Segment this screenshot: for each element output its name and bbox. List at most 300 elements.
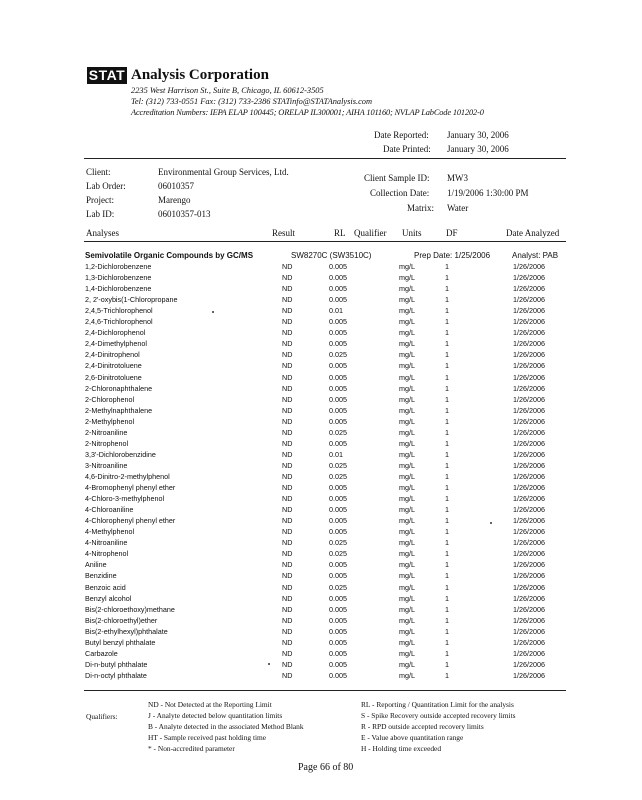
units-cell: mg/L [399, 549, 415, 559]
analyte-name: 4-Chloro-3-methylphenol [85, 494, 165, 504]
matrix-value: Water [447, 203, 469, 213]
result-cell: ND [282, 472, 293, 481]
units-cell: mg/L [399, 582, 415, 592]
result-cell: ND [282, 582, 293, 592]
rl-cell: 0.005 [329, 262, 347, 271]
analyte-name: 2-Chloronaphthalene [85, 383, 153, 393]
rl-cell: 0.005 [329, 527, 347, 537]
rl-cell: 0.005 [329, 394, 347, 404]
date-reported-label: Date Reported: [374, 130, 429, 140]
table-row [0, 494, 642, 505]
col-result: Result [272, 228, 296, 238]
table-row [0, 483, 642, 494]
date-reported-value: January 30, 2006 [447, 130, 509, 140]
date-analyzed-cell: 1/26/2006 [513, 449, 545, 459]
qualifier-j: J - Analyte detected below quantitation limits [148, 711, 283, 720]
df-cell: 1 [445, 427, 449, 437]
stat-logo: STAT [88, 67, 126, 83]
df-cell: 1 [445, 626, 449, 636]
client-sample-value: MW3 [447, 173, 468, 183]
table-row [0, 317, 642, 328]
analyte-name: Carbazole [85, 648, 118, 658]
lab-contact: Tel: (312) 733-0551 Fax: (312) 733-2386 STATinfo@STATAnalysis.com [131, 97, 373, 106]
table-row [0, 406, 642, 417]
df-cell: 1 [445, 372, 449, 382]
table-row [0, 417, 642, 428]
table-row [0, 538, 642, 549]
rl-cell: 0.025 [329, 350, 347, 360]
result-cell: ND [282, 394, 293, 404]
date-analyzed-cell: 1/26/2006 [513, 339, 545, 349]
qualifier-rl: RL - Reporting / Quantitation Limit for the analysis [361, 700, 514, 709]
table-row [0, 306, 642, 317]
units-cell: mg/L [399, 593, 415, 603]
analyte-name: 3-Nitroaniline [85, 460, 128, 470]
units-cell: mg/L [399, 350, 415, 360]
units-cell: mg/L [399, 527, 415, 537]
rl-cell: 0.005 [329, 361, 347, 371]
units-cell: mg/L [399, 383, 415, 393]
analyte-name: 2-Chlorophenol [85, 394, 135, 404]
df-cell: 1 [445, 472, 449, 481]
rl-cell: 0.005 [329, 483, 347, 492]
rl-cell: 0.005 [329, 560, 347, 570]
result-cell: ND [282, 637, 293, 647]
date-analyzed-cell: 1/26/2006 [513, 394, 545, 404]
result-cell: ND [282, 483, 293, 492]
df-cell: 1 [445, 538, 449, 548]
date-analyzed-cell: 1/26/2006 [513, 582, 545, 592]
table-row [0, 428, 642, 439]
date-analyzed-cell: 1/26/2006 [513, 350, 545, 360]
analyte-name: Bis(2-chloroethyl)ether [85, 615, 158, 625]
units-cell: mg/L [399, 538, 415, 548]
result-cell: ND [282, 284, 293, 294]
date-analyzed-cell: 1/26/2006 [513, 648, 545, 658]
df-cell: 1 [445, 670, 449, 680]
date-analyzed-cell: 1/26/2006 [513, 284, 545, 294]
rl-cell: 0.025 [329, 460, 347, 470]
rl-cell: 0.005 [329, 494, 347, 504]
analyte-name: 2-Nitroaniline [85, 427, 128, 437]
table-row [0, 295, 642, 306]
analyte-name: 4-Bromophenyl phenyl ether [85, 483, 176, 492]
table-row [0, 671, 642, 682]
qualifier-r: R - RPD outside accepted recovery limits [361, 722, 484, 731]
table-row [0, 627, 642, 638]
analyte-name: 2,4-Dinitrotoluene [85, 361, 142, 371]
lab-order-label: Lab Order: [86, 181, 126, 191]
client-sample-label: Client Sample ID: [364, 173, 430, 183]
df-cell: 1 [445, 483, 449, 492]
units-cell: mg/L [399, 615, 415, 625]
date-printed-value: January 30, 2006 [447, 144, 509, 154]
scan-speck [212, 311, 214, 313]
qualifier-h: H - Holding time exceeded [361, 744, 442, 753]
rl-cell: 0.025 [329, 472, 347, 481]
df-cell: 1 [445, 659, 449, 669]
result-cell: ND [282, 615, 293, 625]
result-cell: ND [282, 538, 293, 548]
result-cell: ND [282, 659, 293, 669]
date-analyzed-cell: 1/26/2006 [513, 405, 545, 415]
qualifier-star: * - Non-accredited parameter [148, 744, 235, 753]
rl-cell: 0.005 [329, 648, 347, 658]
analyte-name: Di-n-octyl phthalate [85, 670, 147, 680]
units-cell: mg/L [399, 273, 415, 283]
analyte-name: 1,3-Dichlorobenzene [85, 273, 152, 283]
section-prep-date: Prep Date: 1/25/2006 [414, 251, 491, 260]
result-cell: ND [282, 593, 293, 603]
result-cell: ND [282, 405, 293, 415]
date-analyzed-cell: 1/26/2006 [513, 637, 545, 647]
df-cell: 1 [445, 306, 449, 316]
table-row [0, 571, 642, 582]
result-cell: ND [282, 460, 293, 470]
result-cell: ND [282, 427, 293, 437]
df-cell: 1 [445, 593, 449, 603]
result-cell: ND [282, 494, 293, 504]
result-cell: ND [282, 383, 293, 393]
analyte-name: Di-n-butyl phthalate [85, 659, 148, 669]
df-cell: 1 [445, 262, 449, 271]
units-cell: mg/L [399, 483, 415, 492]
date-analyzed-cell: 1/26/2006 [513, 615, 545, 625]
df-cell: 1 [445, 328, 449, 338]
units-cell: mg/L [399, 494, 415, 504]
units-cell: mg/L [399, 571, 415, 581]
result-cell: ND [282, 648, 293, 658]
date-analyzed-cell: 1/26/2006 [513, 516, 545, 526]
analyte-name: Benzyl alcohol [85, 593, 132, 603]
rl-cell: 0.01 [329, 449, 343, 459]
table-row [0, 516, 642, 527]
rl-cell: 0.005 [329, 615, 347, 625]
units-cell: mg/L [399, 449, 415, 459]
date-analyzed-cell: 1/26/2006 [513, 328, 545, 338]
rl-cell: 0.025 [329, 538, 347, 548]
rl-cell: 0.005 [329, 626, 347, 636]
date-analyzed-cell: 1/26/2006 [513, 383, 545, 393]
units-cell: mg/L [399, 648, 415, 658]
table-row [0, 549, 642, 560]
df-cell: 1 [445, 383, 449, 393]
df-cell: 1 [445, 637, 449, 647]
client-value: Environmental Group Services, Ltd. [158, 167, 289, 177]
rl-cell: 0.005 [329, 604, 347, 614]
rl-cell: 0.005 [329, 505, 347, 515]
df-cell: 1 [445, 494, 449, 504]
analyte-name: 1,4-Dichlorobenzene [85, 284, 152, 294]
units-cell: mg/L [399, 339, 415, 349]
date-analyzed-cell: 1/26/2006 [513, 560, 545, 570]
result-cell: ND [282, 505, 293, 515]
matrix-label: Matrix: [407, 203, 434, 213]
result-cell: ND [282, 449, 293, 459]
date-analyzed-cell: 1/26/2006 [513, 494, 545, 504]
qualifier-b: B - Analyte detected in the associated Method Blank [148, 722, 304, 731]
rl-cell: 0.005 [329, 317, 347, 327]
date-analyzed-cell: 1/26/2006 [513, 306, 545, 316]
df-cell: 1 [445, 571, 449, 581]
date-analyzed-cell: 1/26/2006 [513, 549, 545, 559]
rl-cell: 0.005 [329, 383, 347, 393]
rl-cell: 0.025 [329, 427, 347, 437]
collection-date-label: Collection Date: [370, 188, 430, 198]
date-analyzed-cell: 1/26/2006 [513, 262, 545, 271]
rl-cell: 0.005 [329, 637, 347, 647]
analyte-name: 3,3'-Dichlorobenzidine [85, 449, 156, 459]
result-cell: ND [282, 416, 293, 426]
df-cell: 1 [445, 604, 449, 614]
analyte-name: 2-Methylnaphthalene [85, 405, 153, 415]
project-label: Project: [86, 195, 114, 205]
qualifier-e: E - Value above quantitation range [361, 733, 464, 742]
df-cell: 1 [445, 582, 449, 592]
rl-cell: 0.005 [329, 516, 347, 526]
analyte-name: 2,4,6-Trichlorophenol [85, 317, 153, 327]
table-row [0, 439, 642, 450]
units-cell: mg/L [399, 427, 415, 437]
section-analyst: Analyst: PAB [512, 251, 559, 260]
df-cell: 1 [445, 505, 449, 515]
analyte-name: Benzoic acid [85, 582, 126, 592]
analyte-name: 2-Methylphenol [85, 416, 135, 426]
units-cell: mg/L [399, 460, 415, 470]
analyte-name: 4,6-Dinitro-2-methylphenol [85, 472, 170, 481]
analyte-name: 4-Methylphenol [85, 527, 135, 537]
units-cell: mg/L [399, 626, 415, 636]
result-cell: ND [282, 571, 293, 581]
units-cell: mg/L [399, 405, 415, 415]
date-analyzed-cell: 1/26/2006 [513, 361, 545, 371]
df-cell: 1 [445, 394, 449, 404]
table-row [0, 373, 642, 384]
units-cell: mg/L [399, 438, 415, 448]
rl-cell: 0.005 [329, 571, 347, 581]
table-row [0, 328, 642, 339]
company-name: Analysis Corporation [131, 67, 269, 83]
result-cell: ND [282, 604, 293, 614]
page-number: Page 66 of 80 [298, 762, 354, 773]
analyte-name: 2,4,5-Trichlorophenol [85, 306, 153, 316]
qualifier-s: S - Spike Recovery outside accepted recovery limits [361, 711, 516, 720]
col-date-analyzed: Date Analyzed [506, 228, 560, 238]
lab-order-value: 06010357 [158, 181, 194, 191]
date-analyzed-cell: 1/26/2006 [513, 538, 545, 548]
analyte-name: Bis(2-chloroethoxy)methane [85, 604, 175, 614]
col-qualifier: Qualifier [354, 228, 387, 238]
rl-cell: 0.005 [329, 328, 347, 338]
rl-cell: 0.005 [329, 284, 347, 294]
table-row [0, 560, 642, 571]
section-title: Semivolatile Organic Compounds by GC/MS [85, 251, 254, 260]
date-analyzed-cell: 1/26/2006 [513, 438, 545, 448]
table-row [0, 649, 642, 660]
units-cell: mg/L [399, 637, 415, 647]
date-analyzed-cell: 1/26/2006 [513, 670, 545, 680]
lab-id-value: 06010357-013 [158, 209, 211, 219]
units-cell: mg/L [399, 516, 415, 526]
rl-cell: 0.005 [329, 416, 347, 426]
col-analyses: Analyses [86, 228, 119, 238]
analyte-name: 2,4-Dinitrophenol [85, 350, 140, 360]
col-rl: RL [334, 228, 346, 238]
analyte-name: 2-Nitrophenol [85, 438, 129, 448]
lab-accreditation: Accreditation Numbers: IEPA ELAP 100445; ORELAP IL300001; AIHA 101160; NVLAP LabCode 101202-0 [131, 108, 484, 117]
date-analyzed-cell: 1/26/2006 [513, 626, 545, 636]
client-label: Client: [86, 167, 111, 177]
date-analyzed-cell: 1/26/2006 [513, 571, 545, 581]
rl-cell: 0.005 [329, 295, 347, 305]
analyte-name: 2, 2'-oxybis(1-Chloropropane [85, 295, 178, 305]
df-cell: 1 [445, 516, 449, 526]
units-cell: mg/L [399, 295, 415, 305]
table-row [0, 384, 642, 395]
result-cell: ND [282, 670, 293, 680]
units-cell: mg/L [399, 604, 415, 614]
result-cell: ND [282, 372, 293, 382]
result-cell: ND [282, 516, 293, 526]
rl-cell: 0.025 [329, 549, 347, 559]
analyte-name: 4-Nitrophenol [85, 549, 129, 559]
analyte-name: Aniline [85, 560, 107, 570]
date-analyzed-cell: 1/26/2006 [513, 416, 545, 426]
analyte-name: 2,6-Dinitrotoluene [85, 372, 142, 382]
df-cell: 1 [445, 648, 449, 658]
df-cell: 1 [445, 416, 449, 426]
table-row [0, 273, 642, 284]
table-row [0, 660, 642, 671]
result-cell: ND [282, 295, 293, 305]
result-cell: ND [282, 626, 293, 636]
df-cell: 1 [445, 284, 449, 294]
df-cell: 1 [445, 405, 449, 415]
lab-address: 2235 West Harrison St., Suite B, Chicago, IL 60612-3505 [131, 86, 324, 95]
result-cell: ND [282, 527, 293, 537]
collection-date-value: 1/19/2006 1:30:00 PM [447, 188, 529, 198]
units-cell: mg/L [399, 505, 415, 515]
df-cell: 1 [445, 361, 449, 371]
table-row [0, 583, 642, 594]
units-cell: mg/L [399, 361, 415, 371]
date-analyzed-cell: 1/26/2006 [513, 472, 545, 481]
date-analyzed-cell: 1/26/2006 [513, 505, 545, 515]
section-method: SW8270C (SW3510C) [291, 251, 372, 260]
table-row [0, 284, 642, 295]
units-cell: mg/L [399, 659, 415, 669]
table-row [0, 594, 642, 605]
rl-cell: 0.005 [329, 670, 347, 680]
date-analyzed-cell: 1/26/2006 [513, 372, 545, 382]
df-cell: 1 [445, 615, 449, 625]
column-rule [84, 241, 566, 242]
date-analyzed-cell: 1/26/2006 [513, 483, 545, 492]
table-row [0, 472, 642, 483]
result-cell: ND [282, 438, 293, 448]
date-analyzed-cell: 1/26/2006 [513, 427, 545, 437]
analyte-name: 1,2-Dichlorobenzene [85, 262, 152, 271]
rl-cell: 0.01 [329, 306, 343, 316]
table-row [0, 450, 642, 461]
result-cell: ND [282, 273, 293, 283]
df-cell: 1 [445, 527, 449, 537]
df-cell: 1 [445, 273, 449, 283]
table-row [0, 339, 642, 350]
analyte-name: Butyl benzyl phthalate [85, 637, 156, 647]
df-cell: 1 [445, 560, 449, 570]
df-cell: 1 [445, 295, 449, 305]
result-cell: ND [282, 339, 293, 349]
rl-cell: 0.005 [329, 593, 347, 603]
date-analyzed-cell: 1/26/2006 [513, 317, 545, 327]
table-row [0, 505, 642, 516]
date-analyzed-cell: 1/26/2006 [513, 460, 545, 470]
df-cell: 1 [445, 317, 449, 327]
scan-speck [490, 522, 492, 524]
table-row [0, 638, 642, 649]
table-row [0, 616, 642, 627]
result-cell: ND [282, 317, 293, 327]
analyte-name: 4-Chlorophenyl phenyl ether [85, 516, 176, 526]
table-row [0, 262, 642, 273]
rl-cell: 0.005 [329, 372, 347, 382]
rl-cell: 0.005 [329, 339, 347, 349]
qualifiers-label: Qualifiers: [86, 712, 118, 721]
units-cell: mg/L [399, 416, 415, 426]
date-analyzed-cell: 1/26/2006 [513, 593, 545, 603]
units-cell: mg/L [399, 372, 415, 382]
df-cell: 1 [445, 549, 449, 559]
scan-speck [268, 663, 270, 665]
lab-id-label: Lab ID: [86, 209, 115, 219]
date-analyzed-cell: 1/26/2006 [513, 659, 545, 669]
col-units: Units [402, 228, 422, 238]
analyte-name: Benzidine [85, 571, 117, 581]
result-cell: ND [282, 328, 293, 338]
units-cell: mg/L [399, 670, 415, 680]
date-analyzed-cell: 1/26/2006 [513, 604, 545, 614]
units-cell: mg/L [399, 262, 415, 271]
rl-cell: 0.005 [329, 273, 347, 283]
df-cell: 1 [445, 460, 449, 470]
units-cell: mg/L [399, 317, 415, 327]
col-df: DF [446, 228, 458, 238]
df-cell: 1 [445, 339, 449, 349]
qualifier-nd: ND - Not Detected at the Reporting Limit [148, 700, 272, 709]
table-row [0, 605, 642, 616]
rl-cell: 0.025 [329, 582, 347, 592]
result-cell: ND [282, 262, 293, 271]
units-cell: mg/L [399, 328, 415, 338]
df-cell: 1 [445, 438, 449, 448]
units-cell: mg/L [399, 306, 415, 316]
units-cell: mg/L [399, 560, 415, 570]
units-cell: mg/L [399, 472, 415, 481]
units-cell: mg/L [399, 394, 415, 404]
table-row [0, 350, 642, 361]
units-cell: mg/L [399, 284, 415, 294]
date-analyzed-cell: 1/26/2006 [513, 295, 545, 305]
date-analyzed-cell: 1/26/2006 [513, 273, 545, 283]
qualifier-ht: HT - Sample received past holding time [148, 733, 267, 742]
result-cell: ND [282, 549, 293, 559]
table-row [0, 361, 642, 372]
rl-cell: 0.005 [329, 659, 347, 669]
analyte-name: 2,4-Dimethylphenol [85, 339, 147, 349]
rl-cell: 0.005 [329, 438, 347, 448]
header-rule [84, 158, 566, 159]
